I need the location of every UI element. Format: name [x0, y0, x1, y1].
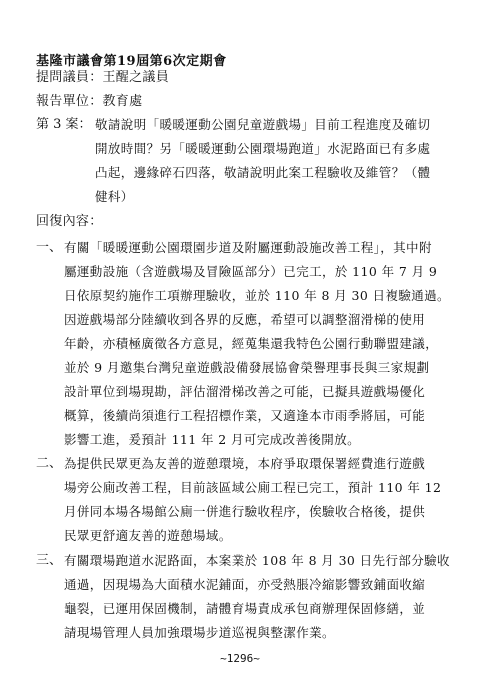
reply-line: 龜裂，已運用保固機制，請體育場責成承包商辦理保固修繕，並: [64, 601, 426, 616]
page-number: ~1296~: [220, 652, 260, 665]
case-question-line: 健科）: [95, 189, 134, 204]
reply-line: 影響工進，爰預計 111 年 2 月可完成改善後開放。: [64, 432, 361, 447]
reply-line: 月併同本場各場館公廁一併進行驗收程序，俟驗收合格後，提供: [64, 504, 426, 519]
reply-line: 並於 9 月邀集台灣兒童遊戲設備發展協會榮譽理事長與三家規劃: [64, 360, 430, 375]
reply-label: 回復內容：: [36, 214, 103, 229]
reply-marker: 三、: [36, 553, 63, 568]
reply-line: 設計單位到場現勘，評估溜滑梯改善之可能，已擬具遊戲場優化: [64, 384, 426, 399]
reply-line: 因遊戲場部分陸續收到各界的反應，希望可以調整溜滑梯的使用: [64, 312, 426, 327]
report-unit-line: 報告單位：教育處: [36, 94, 143, 109]
reply-marker: 一、: [36, 240, 63, 255]
reply-line: 民眾更舒適友善的遊憩場域。: [64, 528, 232, 543]
questioner-line: 提問議員：王醒之議員: [36, 70, 170, 85]
reply-line: 屬運動設施（含遊戲場及冒險區部分）已完工，於 110 年 7 月 9: [64, 264, 438, 279]
reply-line: 請現場管理人員加強環場步道巡視與整潔作業。: [64, 625, 335, 640]
reply-line: 有關環場跑道水泥路面，本案業於 108 年 8 月 30 日先行部分驗收: [64, 553, 450, 568]
case-question-line: 凸起，邊緣碎石四落，敬請說明此案工程驗收及維管？（體: [95, 165, 431, 180]
reply-line: 場旁公廁改善工程，目前該區域公廁工程已完工，預計 110 年 12: [64, 480, 442, 495]
reply-line: 通過，因現場為大面積水泥鋪面，亦受熱脹冷縮影響致鋪面收縮: [64, 577, 426, 592]
reply-line: 有關「暖暖運動公園環園步道及附屬運動設施改善工程」，其中附: [64, 240, 432, 255]
document-title: 基隆市議會第19屆第6次定期會: [36, 54, 227, 69]
case-question-line: 開放時間？另「暖暖運動公園環場跑道」水泥路面已有多處: [95, 141, 431, 156]
reply-marker: 二、: [36, 456, 63, 471]
reply-line: 概算，後續尚須進行工程招標作業，又適逢本市雨季將屆，可能: [64, 408, 426, 423]
case-question-line: 敬請說明「暖暖運動公園兒童遊戲場」目前工程進度及確切: [95, 117, 431, 132]
reply-line: 日依原契約施作工項辦理驗收，並於 110 年 8 月 30 日複驗通過。: [64, 288, 450, 303]
case-label: 第 3 案：: [36, 117, 92, 132]
reply-line: 為提供民眾更為友善的遊憩環境，本府爭取環保署經費進行遊戲: [64, 456, 426, 471]
reply-line: 年齡，亦積極廣徵各方意見，經蒐集還我特色公園行動聯盟建議，: [64, 336, 439, 351]
